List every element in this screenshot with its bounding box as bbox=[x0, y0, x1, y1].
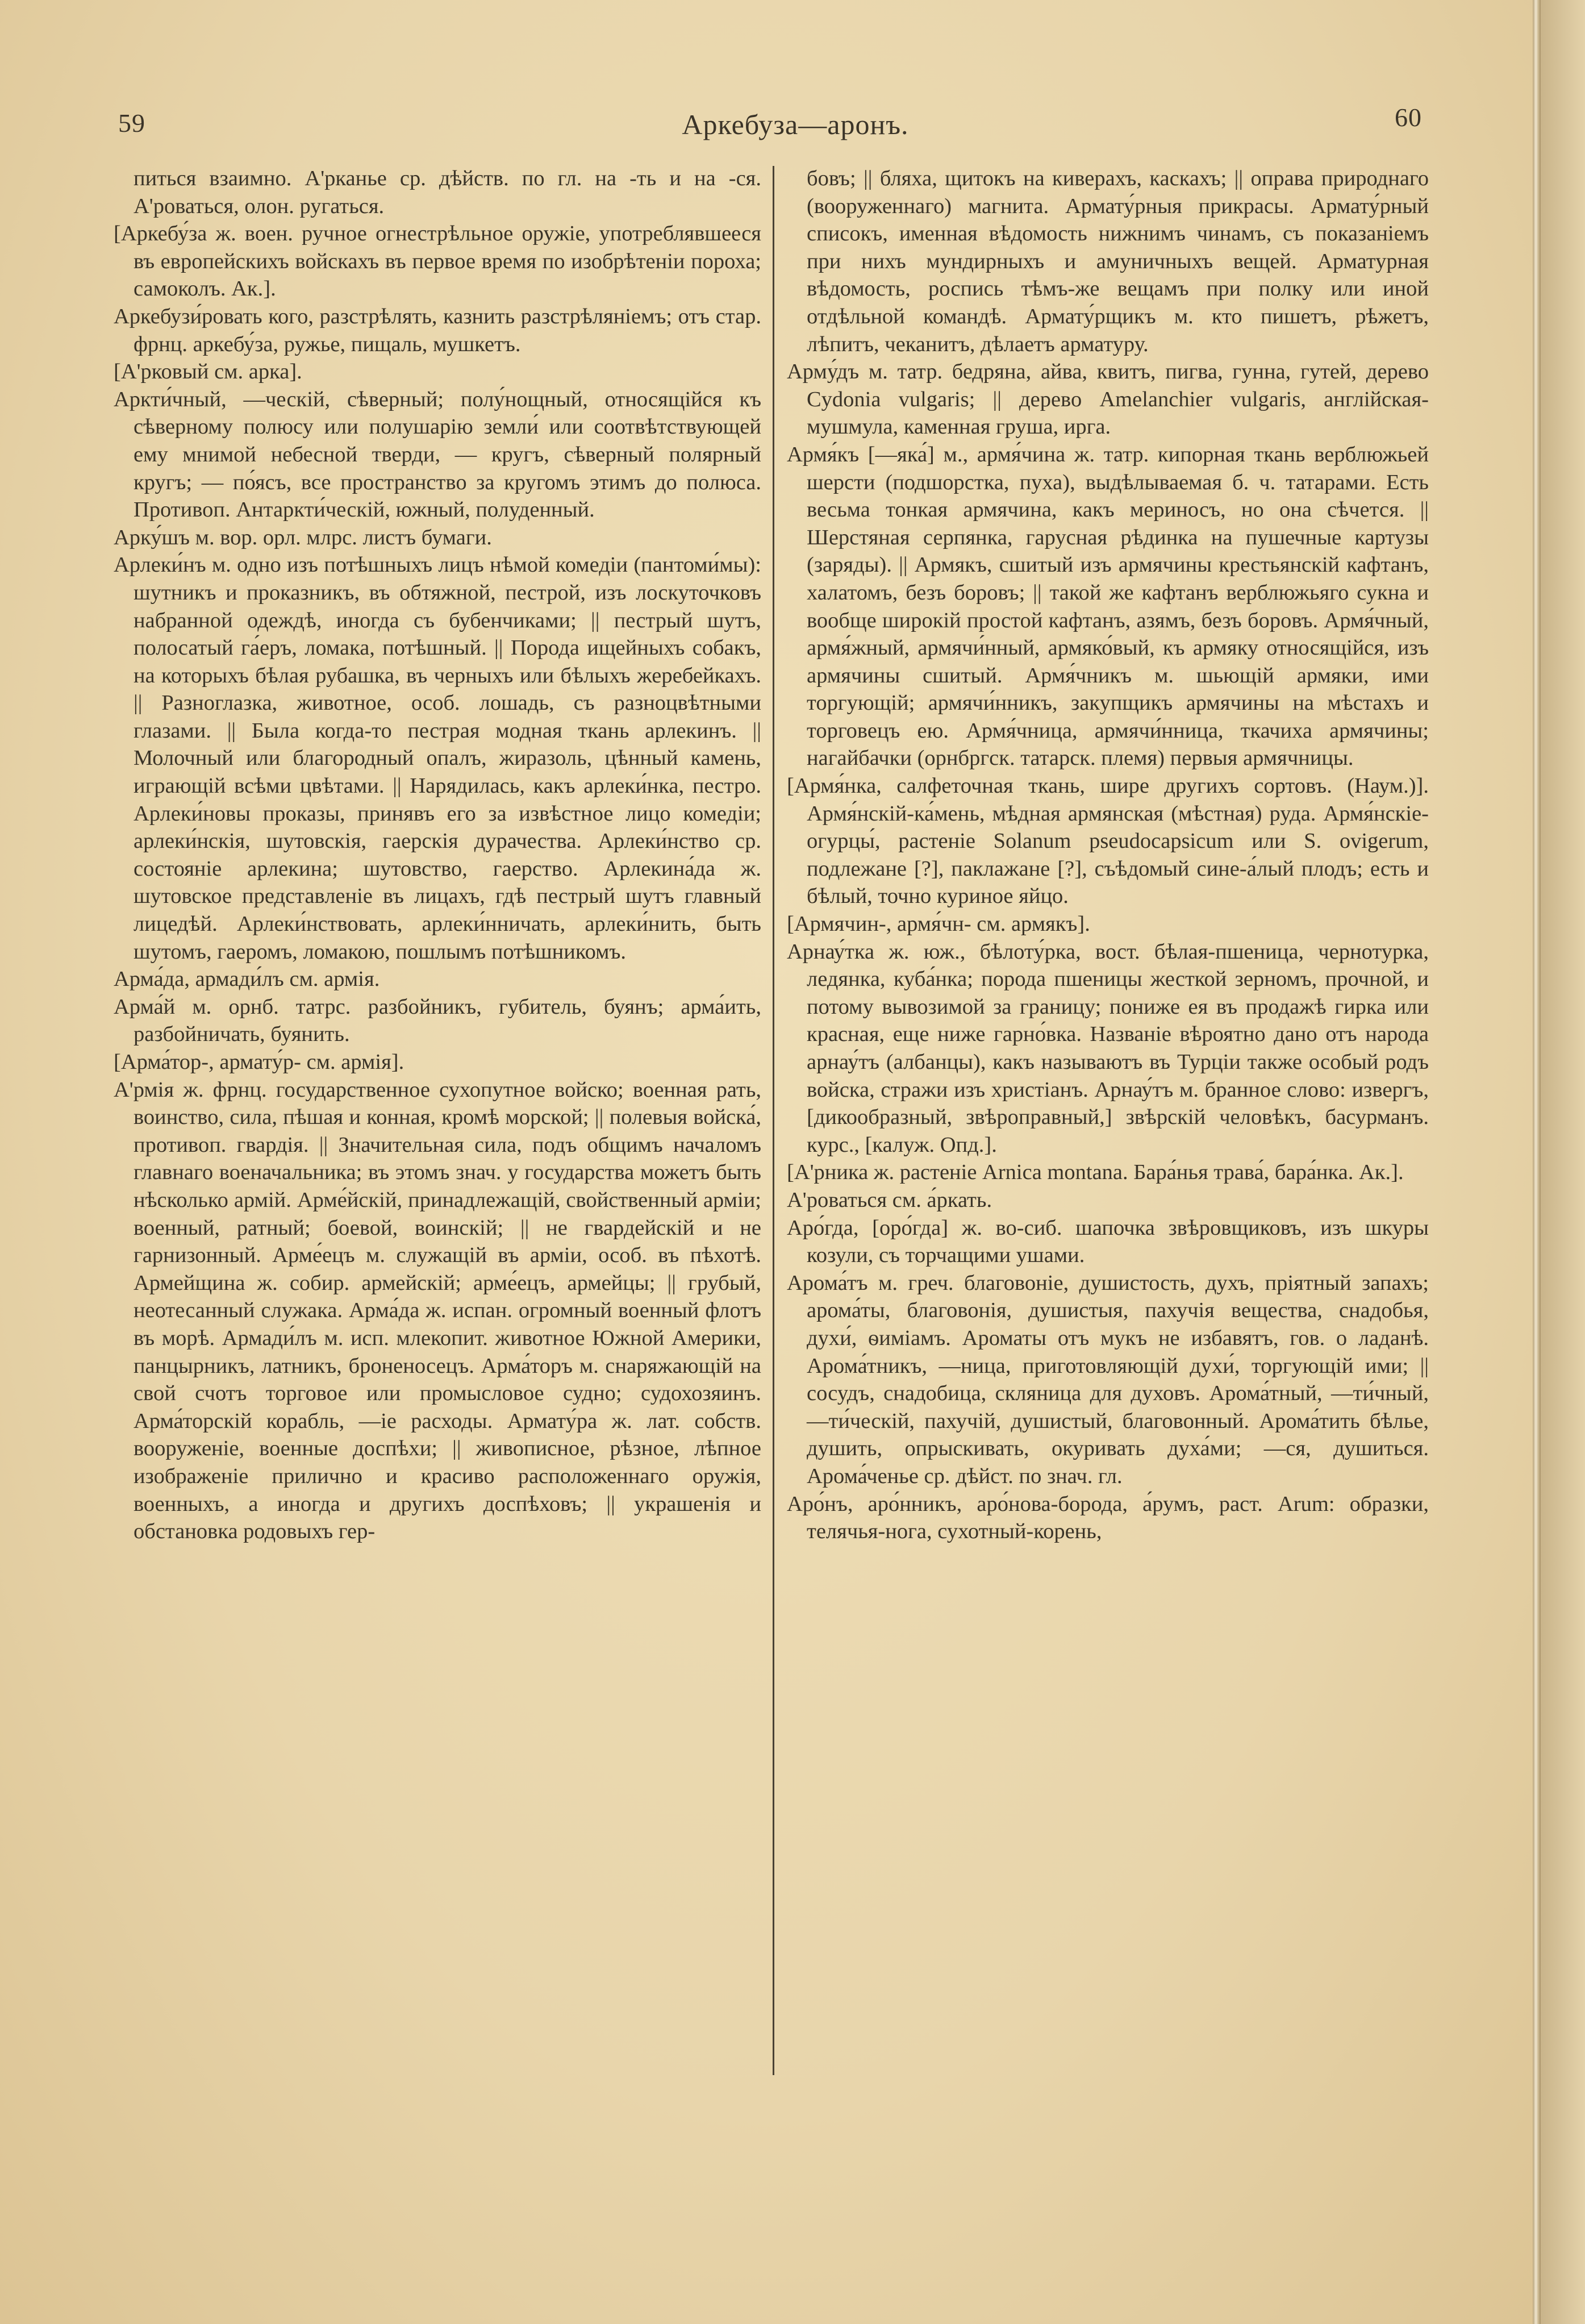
dictionary-entry: А'роваться см. а́ркать. bbox=[787, 1188, 992, 1212]
left-column bbox=[114, 165, 761, 1546]
dictionary-entry: [А'рковый см. арка]. bbox=[114, 360, 302, 384]
dictionary-entry: Армя́къ [—яка́] м., армя́чина ж. татр. кипорная ткань верблюжьей шерсти (подшорстка, пуха), выдѣлываемая б. ч. татарами. Есть весьма тонкая армячина, какъ мериносъ, но она сѣчется. || Шерстяная серпянка, гарусная рѣдинка на пушечные картузы (заряды). || Армякъ, сшитый изъ армячины крестьянскій кафтанъ, халатомъ, безъ боровъ; || такой же кафтанъ верблюжьяго сукна и вообще широкій простой кафтанъ, азямъ, безъ боровъ. Армя́чный, армя́жный, армячи́нный, армяко́вый, къ армяку относящійся, изъ армячины сшитый. Армя́чникъ м. шьющій армяки, ими торгующій; армячи́нникъ, закупщикъ армячины на мѣстахъ и торговецъ ею. Армя́чница, армячи́нница, ткачиха армячины; нагайбачки (орнбргск. татарск. племя) первыя армячницы. bbox=[787, 442, 1429, 770]
book-binding-edge bbox=[1533, 0, 1541, 2324]
dictionary-entry: питься взаимно. А'рканье ср. дѣйств. по гл. на -ть и на -ся. А'роваться, олон. ругаться. bbox=[134, 166, 761, 218]
dictionary-entry: [Аркебу́за ж. воен. ручное огнестрѣльное оружіе, употреблявшееся въ европейскихъ войскахъ въ первое время по изобрѣтеніи пороха; самоколъ. Ак.]. bbox=[114, 222, 761, 301]
dictionary-entry: Арнау́тка ж. юж., бѣлоту́рка, вост. бѣлая-пшеница, чернотурка, ледянка, куба́нка; порода пшеницы жесткой зерномъ, прочной, и потому вывозимой за границу; пониже ея въ продажѣ гирка или красная, еще ниже гарно́вка. Названіе вѣроятно дано отъ народа арнау́тъ (албанцы), какъ называютъ въ Турціи также особый родъ войска, стражи изъ христіанъ. Арнау́тъ м. бранное слово: извергъ, [дикообразный, звѣроправный,] звѣрскій человѣкъ, басурманъ. курс., [калуж. Опд.]. bbox=[787, 939, 1429, 1157]
dictionary-entry: Аркти́чный, —ческій, сѣверный; полу́нощный, относящійся къ сѣверному полюсу или полушарію земли́ или соотвѣтствующей ему мнимой небесной тверди, — кругъ, сѣверный полярный кругъ; — по́ясъ, все пространство за кругомъ этимъ до полюса. Противоп. Антаркти́ческій, южный, полуденный. bbox=[114, 387, 761, 522]
dictionary-entry: А'рмія ж. фрнц. государственное сухопутное войско; военная рать, воинство, сила, пѣшая и конная, кромѣ морской; || полевыя войска́, противоп. гвардія. || Значительная сила, подъ общимъ началомъ главнаго военачальника; въ этомъ знач. у государства можетъ быть нѣсколько армій. Арме́йскій, принадлежащій, свойственный арміи; военный, ратный; боевой, воинскій; || не гвардейскій и не гарнизонный. Арме́ецъ м. служащій въ арміи, особ. въ пѣхотѣ. Армейщина ж. собир. армейскій; арме́ецъ, армейцы; || грубый, неотесанный служака. Арма́да ж. испан. огромный военный флотъ въ морѣ. Армади́лъ м. исп. млекопит. животное Южной Америки, панцырникъ, латникъ, броненосецъ. Арма́торъ м. снаряжающій на свой счотъ торговое или промысловое судно; судохозяинъ. Арма́торскій корабль, —іе расходы. Армату́ра ж. лат. собств. вооруженіе, военные доспѣхи; || живописное, рѣзное, лѣпное изображеніе прилично и красиво расположеннаго оружія, военныхъ, а иногда и другихъ доспѣховъ; || украшенія и обстановка родовыхъ гер- bbox=[114, 1077, 761, 1544]
dictionary-entry: Аркебузи́ровать кого, разстрѣлять, казнить разстрѣляніемъ; отъ стар. фрнц. аркебу́за, ружье, пищаль, мушкетъ. bbox=[114, 304, 761, 356]
dictionary-entry: Арома́тъ м. греч. благовоніе, душистость, духъ, пріятный запахъ; арома́ты, благовонія, душистыя, пахучія вещества, снадобья, духи́, ѳиміамъ. Ароматы отъ мукъ не избавятъ, гов. о ладанѣ. Арома́тникъ, —ница, приготовляющій духи́, торгующій ими; || сосудъ, снадобица, скляница для духовъ. Арома́тный, —ти́чный, —ти́ческій, пахучій, душистый, благовонный. Арома́тить бѣлье, душить, опрыскивать, окуривать духа́ми; —ся, душиться. Арома́ченье ср. дѣйст. по знач. гл. bbox=[787, 1271, 1429, 1488]
dictionary-entry: Арма́да, армади́лъ см. армія. bbox=[114, 967, 380, 992]
dictionary-entry: [Армя́нка, салфеточная ткань, шире другихъ сортовъ. (Наум.)]. Армя́нскій-ка́мень, мѣдная армянская (мѣстная) руда. Армя́нскіе-огурцы́, растеніе Solanum pseudocapsicum или S. ovigerum, подлежане [?], паклажане [?], съѣдомый сине-а́лый плодъ; есть и бѣлый, точно куриное яйцо. bbox=[787, 774, 1429, 909]
dictionary-entry: Арку́шъ м. вор. орл. млрс. листъ бумаги. bbox=[114, 525, 492, 549]
dictionary-entry: [Армячин-, армя́чн- см. армякъ]. bbox=[787, 912, 1090, 936]
page-number-left: 59 bbox=[118, 109, 145, 138]
right-column bbox=[787, 165, 1429, 1546]
column-divider bbox=[773, 166, 774, 2075]
running-title: Аркебуза—аронъ. bbox=[682, 109, 909, 140]
dictionary-entry: бовъ; || бляха, щитокъ на киверахъ, каскахъ; || оправа природнаго (вооруженнаго) магнита. Армату́рныя прикрасы. Армату́рный списокъ, именная вѣдомость нижнимъ чинамъ, съ показаніемъ при нихъ мундирныхъ и амуничныхъ вещей. Арматурная вѣдомость, роспись тѣмъ-же вещамъ при полку или иной отдѣльной командѣ. Армату́рщикъ м. кто пишетъ, рѣжетъ, лѣпитъ, чеканитъ, дѣлаетъ арматуру. bbox=[807, 166, 1429, 356]
dictionary-entry: [Арма́тор-, армату́р- см. армія]. bbox=[114, 1050, 404, 1074]
dictionary-entry: Арму́дъ м. татр. бедряна, айва, квитъ, пигва, гунна, гутей, дерево Cydonia vulgaris; || дерево Amelanchier vulgaris, англійская-мушмула, каменная груша, ирга. bbox=[787, 360, 1429, 439]
dictionary-entry: [А'рника ж. растеніе Arnica montana. Бара́нья трава́, бара́нка. Ак.]. bbox=[787, 1160, 1404, 1185]
adjacent-page-edge bbox=[1541, 0, 1585, 2324]
dictionary-entry: Арлеки́нъ м. одно изъ потѣшныхъ лицъ нѣмой комедіи (пантоми́мы): шутникъ и проказникъ, въ обтяжной, пестрой, изъ лоскуточковъ набранной одеждѣ, иногда съ бубенчиками; || пестрый шутъ, полосатый га́еръ, ломака, потѣшный. || Порода ищейныхъ собакъ, на которыхъ бѣлая рубашка, въ черныхъ или бѣлыхъ жеребейкахъ. || Разноглазка, животное, особ. лошадь, съ разноцвѣтными глазами. || Была когда-то пестрая модная ткань арлекинъ. || Молочный или благородный опалъ, жиразоль, цѣнный камень, играющій всѣми цвѣтами. || Нарядилась, какъ арлеки́нка, пестро. Арлеки́новы проказы, принявъ его за извѣстное лицо комедіи; арлеки́нскія, шутовскія, гаерскія дурачества. Арлеки́нство ср. состояніе арлекина; шутовство, гаерство. Арлекина́да ж. шутовское представленіе въ лицахъ, гдѣ пестрый шутъ главный лицедѣй. Арлеки́нствовать, арлеки́нничать, арлеки́нить, быть шутомъ, гаеромъ, ломакою, пошлымъ потѣшникомъ. bbox=[114, 553, 761, 964]
page-number-right: 60 bbox=[1395, 103, 1422, 132]
dictionary-entry: Арма́й м. орнб. татрс. разбойникъ, губитель, буянъ; арма́ить, разбойничать, буянить. bbox=[114, 994, 761, 1047]
dictionary-entry: Аро́гда, [оро́гда] ж. во-сиб. шапочка звѣровщиковъ, изъ шкуры козули, съ торчащими ушами. bbox=[787, 1215, 1429, 1268]
dictionary-entry: Аро́нъ, аро́нникъ, аро́нова-борода, а́румъ, раст. Arum: образки, телячья-нога, сухотный-корень, bbox=[787, 1492, 1429, 1544]
